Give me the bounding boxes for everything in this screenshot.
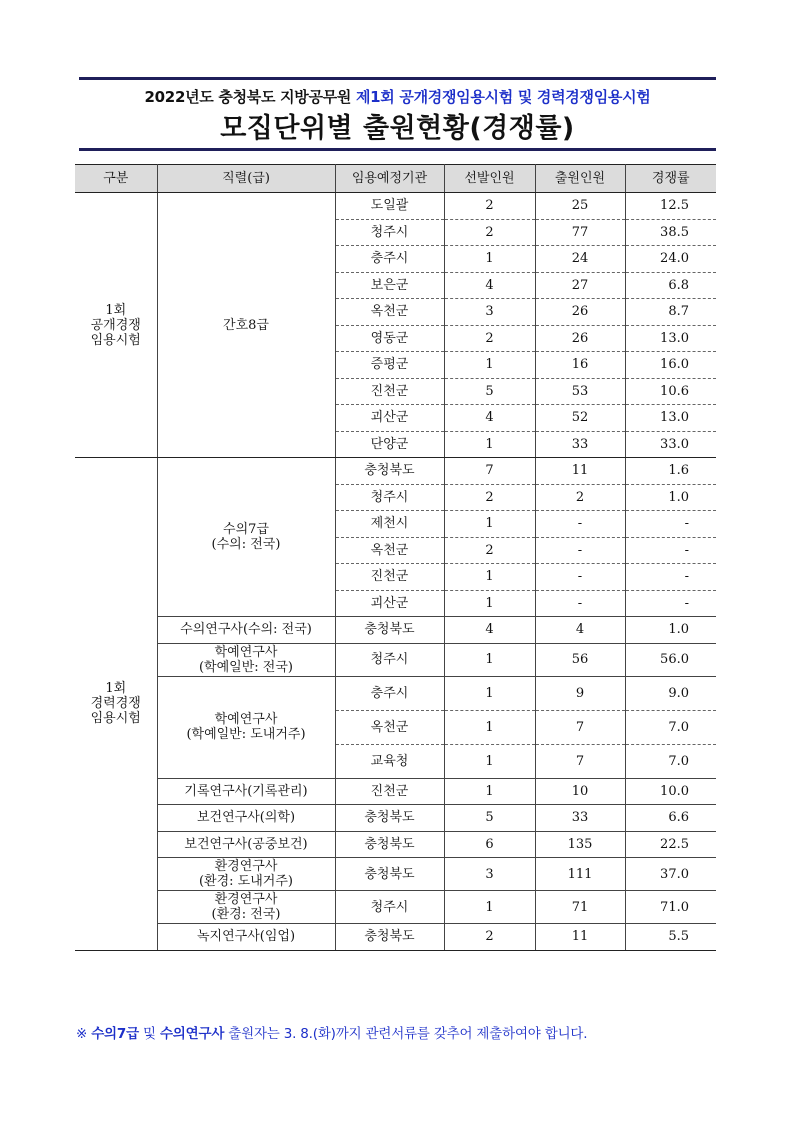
header-category: 구분 [75, 165, 157, 193]
ratio-cell: 13.0 [625, 405, 716, 432]
document-subtitle [79, 86, 716, 107]
applicants-cell: 33 [535, 805, 625, 832]
quota-cell: 2 [444, 537, 535, 564]
applicants-cell: 26 [535, 325, 625, 352]
agency-cell: 충청북도 [335, 617, 444, 644]
agency-cell: 옥천군 [335, 710, 444, 744]
ratio-cell: 5.5 [625, 924, 716, 951]
quota-cell: 1 [444, 590, 535, 617]
footnote-bold-1: 수의7급 [91, 1026, 139, 1042]
ratio-cell: 16.0 [625, 352, 716, 379]
agency-cell: 충청북도 [335, 858, 444, 891]
table-row [75, 458, 716, 485]
table-row [75, 617, 716, 644]
quota-cell: 5 [444, 805, 535, 832]
quota-cell: 1 [444, 246, 535, 273]
header-quota: 선발인원 [444, 165, 535, 193]
recruitment-table [75, 164, 716, 951]
quota-cell: 5 [444, 378, 535, 405]
footnote [76, 1022, 726, 1042]
ratio-cell: 8.7 [625, 299, 716, 326]
agency-cell: 진천군 [335, 564, 444, 591]
quota-cell: 1 [444, 710, 535, 744]
agency-cell: 옥천군 [335, 537, 444, 564]
agency-cell: 단양군 [335, 431, 444, 458]
ratio-cell: 71.0 [625, 891, 716, 924]
applicants-cell: 11 [535, 458, 625, 485]
applicants-cell: 7 [535, 710, 625, 744]
table-row [75, 676, 716, 710]
agency-cell: 충주시 [335, 246, 444, 273]
ratio-cell: 7.0 [625, 710, 716, 744]
quota-cell: 2 [444, 193, 535, 220]
quota-cell: 7 [444, 458, 535, 485]
ratio-cell: - [625, 511, 716, 538]
ratio-cell: 24.0 [625, 246, 716, 273]
applicants-cell: 52 [535, 405, 625, 432]
agency-cell: 청주시 [335, 219, 444, 246]
quota-cell: 3 [444, 858, 535, 891]
ratio-cell: 37.0 [625, 858, 716, 891]
agency-cell: 진천군 [335, 778, 444, 805]
applicants-cell: 71 [535, 891, 625, 924]
series-cell: 학예연구사 (학예일반: 도내거주) [157, 676, 335, 778]
ratio-cell: 56.0 [625, 643, 716, 676]
applicants-cell: 26 [535, 299, 625, 326]
footnote-mid: 및 [138, 1026, 160, 1042]
series-cell: 보건연구사(의학) [157, 805, 335, 832]
ratio-cell: 12.5 [625, 193, 716, 220]
table-header-row [75, 165, 716, 193]
applicants-cell: - [535, 564, 625, 591]
applicants-cell: 25 [535, 193, 625, 220]
table-row [75, 858, 716, 891]
applicants-cell: 77 [535, 219, 625, 246]
quota-cell: 6 [444, 831, 535, 858]
series-cell: 보건연구사(공중보건) [157, 831, 335, 858]
footnote-mark: ※ [76, 1026, 92, 1042]
series-cell: 기록연구사(기록관리) [157, 778, 335, 805]
quota-cell: 1 [444, 643, 535, 676]
ratio-cell: 7.0 [625, 744, 716, 778]
quota-cell: 1 [444, 676, 535, 710]
applicants-cell: - [535, 590, 625, 617]
agency-cell: 진천군 [335, 378, 444, 405]
table-row [75, 193, 716, 220]
quota-cell: 2 [444, 219, 535, 246]
table-body [75, 193, 716, 951]
quota-cell: 1 [444, 352, 535, 379]
category-cell: 1회 경력경쟁 임용시험 [75, 458, 157, 951]
applicants-cell: 27 [535, 272, 625, 299]
series-cell: 환경연구사 (환경: 전국) [157, 891, 335, 924]
applicants-cell: - [535, 537, 625, 564]
footnote-bold-2: 수의연구사 [159, 1026, 225, 1042]
quota-cell: 4 [444, 617, 535, 644]
applicants-cell: 4 [535, 617, 625, 644]
ratio-cell: 1.0 [625, 617, 716, 644]
applicants-cell: 11 [535, 924, 625, 951]
series-cell: 환경연구사 (환경: 도내거주) [157, 858, 335, 891]
applicants-cell: 56 [535, 643, 625, 676]
header-applicants: 출원인원 [535, 165, 625, 193]
table-row [75, 805, 716, 832]
agency-cell: 영동군 [335, 325, 444, 352]
table-row [75, 891, 716, 924]
subtitle-prefix: 2022년도 충청북도 지방공무원 [144, 88, 356, 106]
ratio-cell: 13.0 [625, 325, 716, 352]
agency-cell: 도일괄 [335, 193, 444, 220]
ratio-cell: 6.8 [625, 272, 716, 299]
quota-cell: 1 [444, 744, 535, 778]
applicants-cell: 9 [535, 676, 625, 710]
agency-cell: 괴산군 [335, 405, 444, 432]
quota-cell: 1 [444, 431, 535, 458]
quota-cell: 1 [444, 778, 535, 805]
agency-cell: 청주시 [335, 891, 444, 924]
agency-cell: 청주시 [335, 484, 444, 511]
footnote-text: 출원자는 3. 8.(화)까지 관련서류를 갖추어 제출하여야 합니다. [224, 1026, 588, 1042]
agency-cell: 교육청 [335, 744, 444, 778]
header-agency: 임용예정기관 [335, 165, 444, 193]
document-title: 모집단위별 출원현황(경쟁률) [220, 113, 575, 144]
agency-cell: 충청북도 [335, 831, 444, 858]
ratio-cell: 10.6 [625, 378, 716, 405]
table-row [75, 778, 716, 805]
quota-cell: 4 [444, 272, 535, 299]
series-cell: 간호8급 [157, 193, 335, 458]
agency-cell: 충주시 [335, 676, 444, 710]
applicants-cell: 7 [535, 744, 625, 778]
ratio-cell: - [625, 537, 716, 564]
ratio-cell: 38.5 [625, 219, 716, 246]
agency-cell: 옥천군 [335, 299, 444, 326]
table-row [75, 924, 716, 951]
agency-cell: 충청북도 [335, 805, 444, 832]
applicants-cell: 24 [535, 246, 625, 273]
applicants-cell: 135 [535, 831, 625, 858]
series-cell: 녹지연구사(임업) [157, 924, 335, 951]
quota-cell: 3 [444, 299, 535, 326]
table-row [75, 643, 716, 676]
series-cell: 수의연구사(수의: 전국) [157, 617, 335, 644]
ratio-cell: 1.0 [625, 484, 716, 511]
agency-cell: 청주시 [335, 643, 444, 676]
quota-cell: 2 [444, 484, 535, 511]
agency-cell: 괴산군 [335, 590, 444, 617]
ratio-cell: - [625, 590, 716, 617]
subtitle-highlight: 제1회 공개경쟁임용시험 및 경력경쟁임용시험 [355, 88, 651, 106]
quota-cell: 1 [444, 564, 535, 591]
title-bottom-rule [79, 148, 716, 151]
ratio-cell: 22.5 [625, 831, 716, 858]
agency-cell: 충청북도 [335, 924, 444, 951]
applicants-cell: - [535, 511, 625, 538]
applicants-cell: 33 [535, 431, 625, 458]
title-top-rule [79, 77, 716, 80]
quota-cell: 1 [444, 891, 535, 924]
agency-cell: 증평군 [335, 352, 444, 379]
ratio-cell: 33.0 [625, 431, 716, 458]
table-row [75, 831, 716, 858]
series-cell: 수의7급 (수의: 전국) [157, 458, 335, 617]
ratio-cell: - [625, 564, 716, 591]
series-cell: 학예연구사 (학예일반: 전국) [157, 643, 335, 676]
ratio-cell: 1.6 [625, 458, 716, 485]
agency-cell: 충청북도 [335, 458, 444, 485]
header-series: 직렬(급) [157, 165, 335, 193]
quota-cell: 1 [444, 511, 535, 538]
ratio-cell: 9.0 [625, 676, 716, 710]
ratio-cell: 6.6 [625, 805, 716, 832]
quota-cell: 4 [444, 405, 535, 432]
quota-cell: 2 [444, 924, 535, 951]
category-cell: 1회 공개경쟁 임용시험 [75, 193, 157, 458]
agency-cell: 제천시 [335, 511, 444, 538]
applicants-cell: 10 [535, 778, 625, 805]
applicants-cell: 53 [535, 378, 625, 405]
ratio-cell: 10.0 [625, 778, 716, 805]
applicants-cell: 2 [535, 484, 625, 511]
applicants-cell: 111 [535, 858, 625, 891]
agency-cell: 보은군 [335, 272, 444, 299]
quota-cell: 2 [444, 325, 535, 352]
applicants-cell: 16 [535, 352, 625, 379]
header-ratio: 경쟁률 [625, 165, 716, 193]
